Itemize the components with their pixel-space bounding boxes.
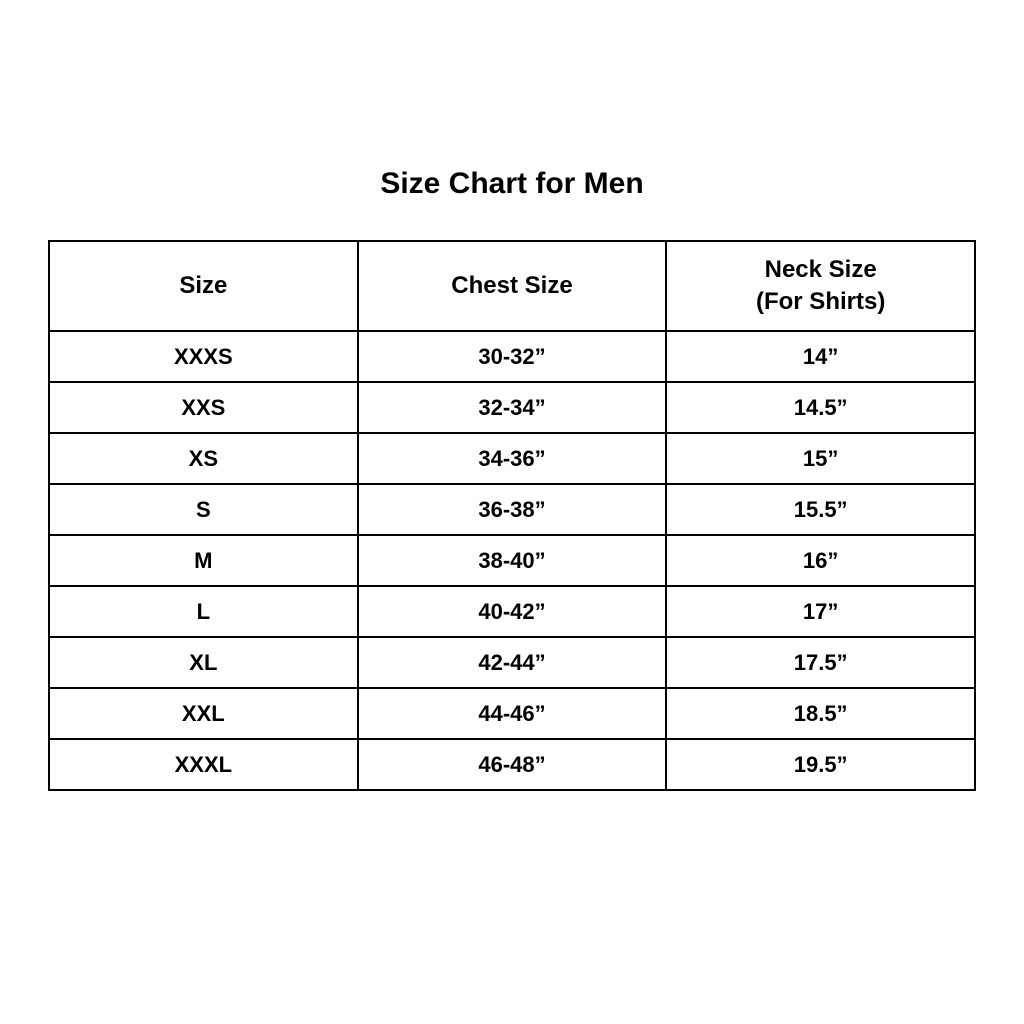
size-chart-table [48, 240, 976, 791]
page-title: Size Chart for Men [380, 167, 644, 200]
table-row-xxs [49, 382, 975, 433]
header-neck-size-line2: (For Shirts) [755, 288, 886, 315]
table-row-m [49, 535, 975, 586]
table-row-xxxs [49, 331, 975, 382]
size-cell: L [49, 586, 358, 637]
neck-size-cell: 14” [666, 331, 975, 382]
neck-size-cell: 14.5” [666, 382, 975, 433]
size-cell: XS [49, 433, 358, 484]
table-header-row [49, 241, 975, 331]
chest-size-cell: 38-40” [358, 535, 667, 586]
table-row-xxxl [49, 739, 975, 790]
header-cell-neck-size [666, 241, 975, 331]
chest-size-cell: 30-32” [358, 331, 667, 382]
chest-size-cell: 44-46” [358, 688, 667, 739]
neck-size-cell: 16” [666, 535, 975, 586]
table-row-xl [49, 637, 975, 688]
neck-size-cell: 15” [666, 433, 975, 484]
neck-size-cell: 18.5” [666, 688, 975, 739]
size-cell: M [49, 535, 358, 586]
table-row-xs [49, 433, 975, 484]
chest-size-cell: 36-38” [358, 484, 667, 535]
neck-size-cell: 17.5” [666, 637, 975, 688]
size-cell: S [49, 484, 358, 535]
chest-size-cell: 32-34” [358, 382, 667, 433]
size-cell: XXS [49, 382, 358, 433]
size-cell: XL [49, 637, 358, 688]
table-row-l [49, 586, 975, 637]
chest-size-cell: 40-42” [358, 586, 667, 637]
table-row-xxl [49, 688, 975, 739]
chest-size-cell: 46-48” [358, 739, 667, 790]
size-cell: XXL [49, 688, 358, 739]
header-neck-size-line1: Neck Size [764, 255, 877, 283]
header-cell-chest-size: Chest Size [358, 241, 667, 331]
chest-size-cell: 34-36” [358, 433, 667, 484]
size-cell: XXXL [49, 739, 358, 790]
neck-size-cell: 19.5” [666, 739, 975, 790]
neck-size-cell: 17” [666, 586, 975, 637]
neck-size-cell: 15.5” [666, 484, 975, 535]
header-cell-size: Size [49, 241, 358, 331]
table-row-s [49, 484, 975, 535]
size-cell: XXXS [49, 331, 358, 382]
chest-size-cell: 42-44” [358, 637, 667, 688]
